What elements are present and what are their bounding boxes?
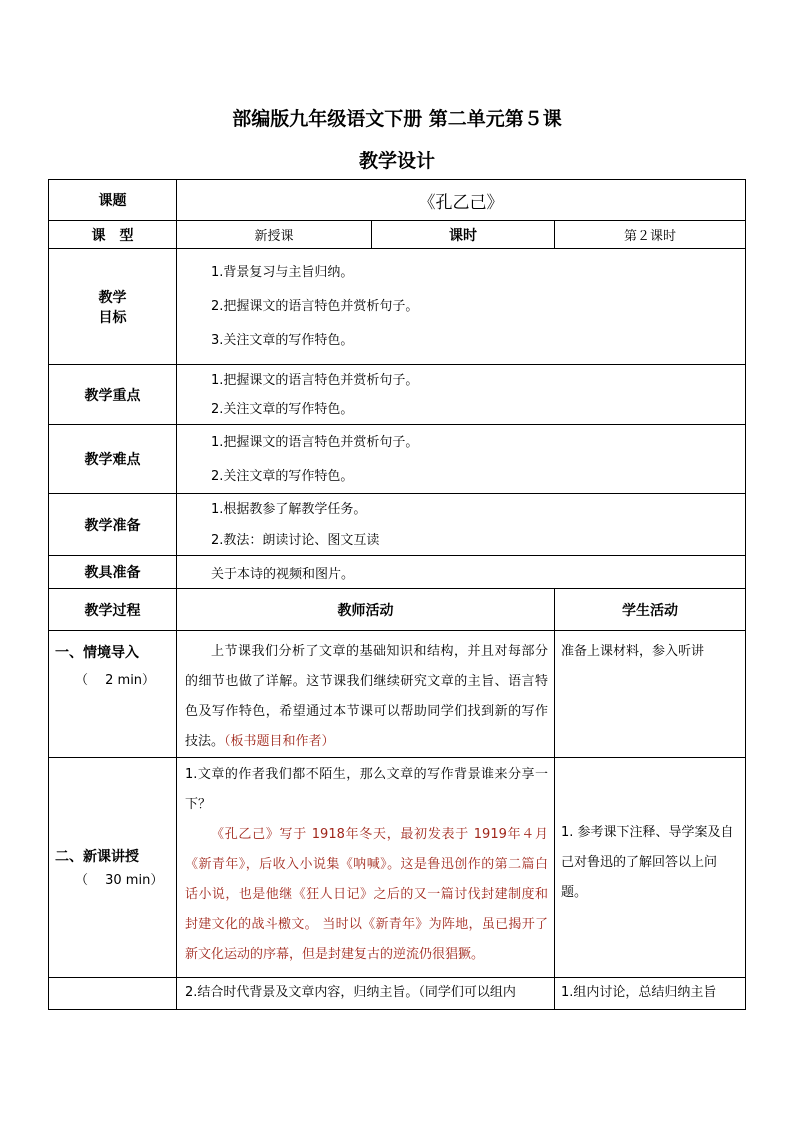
key-point-item: 2.关注文章的写作特色。: [211, 401, 354, 417]
section-2-question-1: 1.文章的作者我们都不陌生，那么文章的写作背景谁来分享一下？: [185, 767, 548, 812]
hours-label: 课时: [372, 221, 555, 249]
type-value: 新授课: [177, 221, 372, 249]
section-2-student: 1. 参考课下注释、导学案及自己对鲁迅的了解回答以上问题。: [555, 758, 746, 978]
goals-label-line2: 目标: [98, 309, 127, 326]
section-1-title: 一、情境导入: [55, 645, 139, 661]
teacher-activity-header: 教师活动: [177, 589, 555, 631]
preparation-item: 2.教法：朗读讨论、图文互读: [211, 532, 380, 548]
difficulty-label: 教学难点: [49, 425, 177, 494]
section-1-teacher: [177, 631, 555, 758]
tools-label: 教具准备: [49, 556, 177, 589]
document-title: 部编版九年级语文下册 第二单元第５课: [232, 108, 562, 130]
difficulty-item: 2.关注文章的写作特色。: [211, 468, 354, 484]
preparation-cell: [177, 494, 746, 556]
section-2-student-2: 1.组内讨论，总结归纳主旨: [555, 978, 746, 1010]
section-1-board-note: （板书题目和作者）: [224, 734, 335, 749]
preparation-item: 1.根据教参了解教学任务。: [211, 501, 367, 517]
goal-item: 1.背景复习与主旨归纳。: [211, 265, 354, 280]
section-2-title: 二、新课讲授: [55, 848, 139, 865]
type-label: 课 型: [49, 221, 177, 249]
key-points-label: 教学重点: [49, 365, 177, 425]
section-2-cell: [49, 758, 177, 978]
difficulty-cell: [177, 425, 746, 494]
difficulty-item: 1.把握课文的语言特色并赏析句子。: [211, 434, 419, 450]
section-2-teacher: [177, 758, 555, 978]
goals-label-line1: 教学: [98, 289, 127, 306]
hours-value: 第２课时: [555, 221, 746, 249]
process-header: 教学过程: [49, 589, 177, 631]
section-2-continued-cell: [49, 978, 177, 1010]
preparation-label: 教学准备: [49, 494, 177, 556]
section-1-student: 准备上课材料，参入听讲: [555, 631, 746, 758]
goals-label: [49, 249, 177, 365]
section-2-time: （ 30 min）: [75, 872, 164, 888]
section-1-cell: [49, 631, 177, 758]
key-point-item: 1.把握课文的语言特色并赏析句子。: [211, 372, 419, 388]
section-1-teacher-text: 上节课我们分析了文章的基础知识和结构，并且对每部分的细节也做了详解。这节课我们继续研究文章的主旨、语言特色及写作特色，希望通过本节课可以帮助同学们找到新的写作技法。: [185, 644, 548, 749]
goal-item: 3.关注文章的写作特色。: [211, 333, 354, 348]
topic-label: 课题: [49, 180, 177, 221]
tools-value: 关于本诗的视频和图片。: [177, 556, 746, 589]
goals-cell: [177, 249, 746, 365]
section-2-question-2: 2.结合时代背景及文章内容，归纳主旨。（同学们可以组内: [177, 978, 555, 1010]
lesson-plan-table: [48, 179, 746, 1010]
section-2-answer-1: 《孔乙己》写于 1918年冬天，最初发表于 1919年４月《新青年》，后收入小说集《呐喊》。这是鲁迅创作的第二篇白话小说，也是他继《狂人日记》之后的又一篇讨伐封建制度和封建文化的战斗檄文。 当时以《新青年》为阵地，虽已揭开了新文化运动的序幕，但是封建复古的逆流仍很猖獗。: [185, 827, 548, 962]
key-points-cell: [177, 365, 746, 425]
goal-item: 2.把握课文的语言特色并赏析句子。: [211, 299, 419, 314]
section-1-time: （ 2 min）: [75, 673, 156, 688]
student-activity-header: 学生活动: [555, 589, 746, 631]
topic-value: 《孔乙己》: [177, 180, 746, 221]
document-subtitle: 教学设计: [358, 150, 435, 172]
